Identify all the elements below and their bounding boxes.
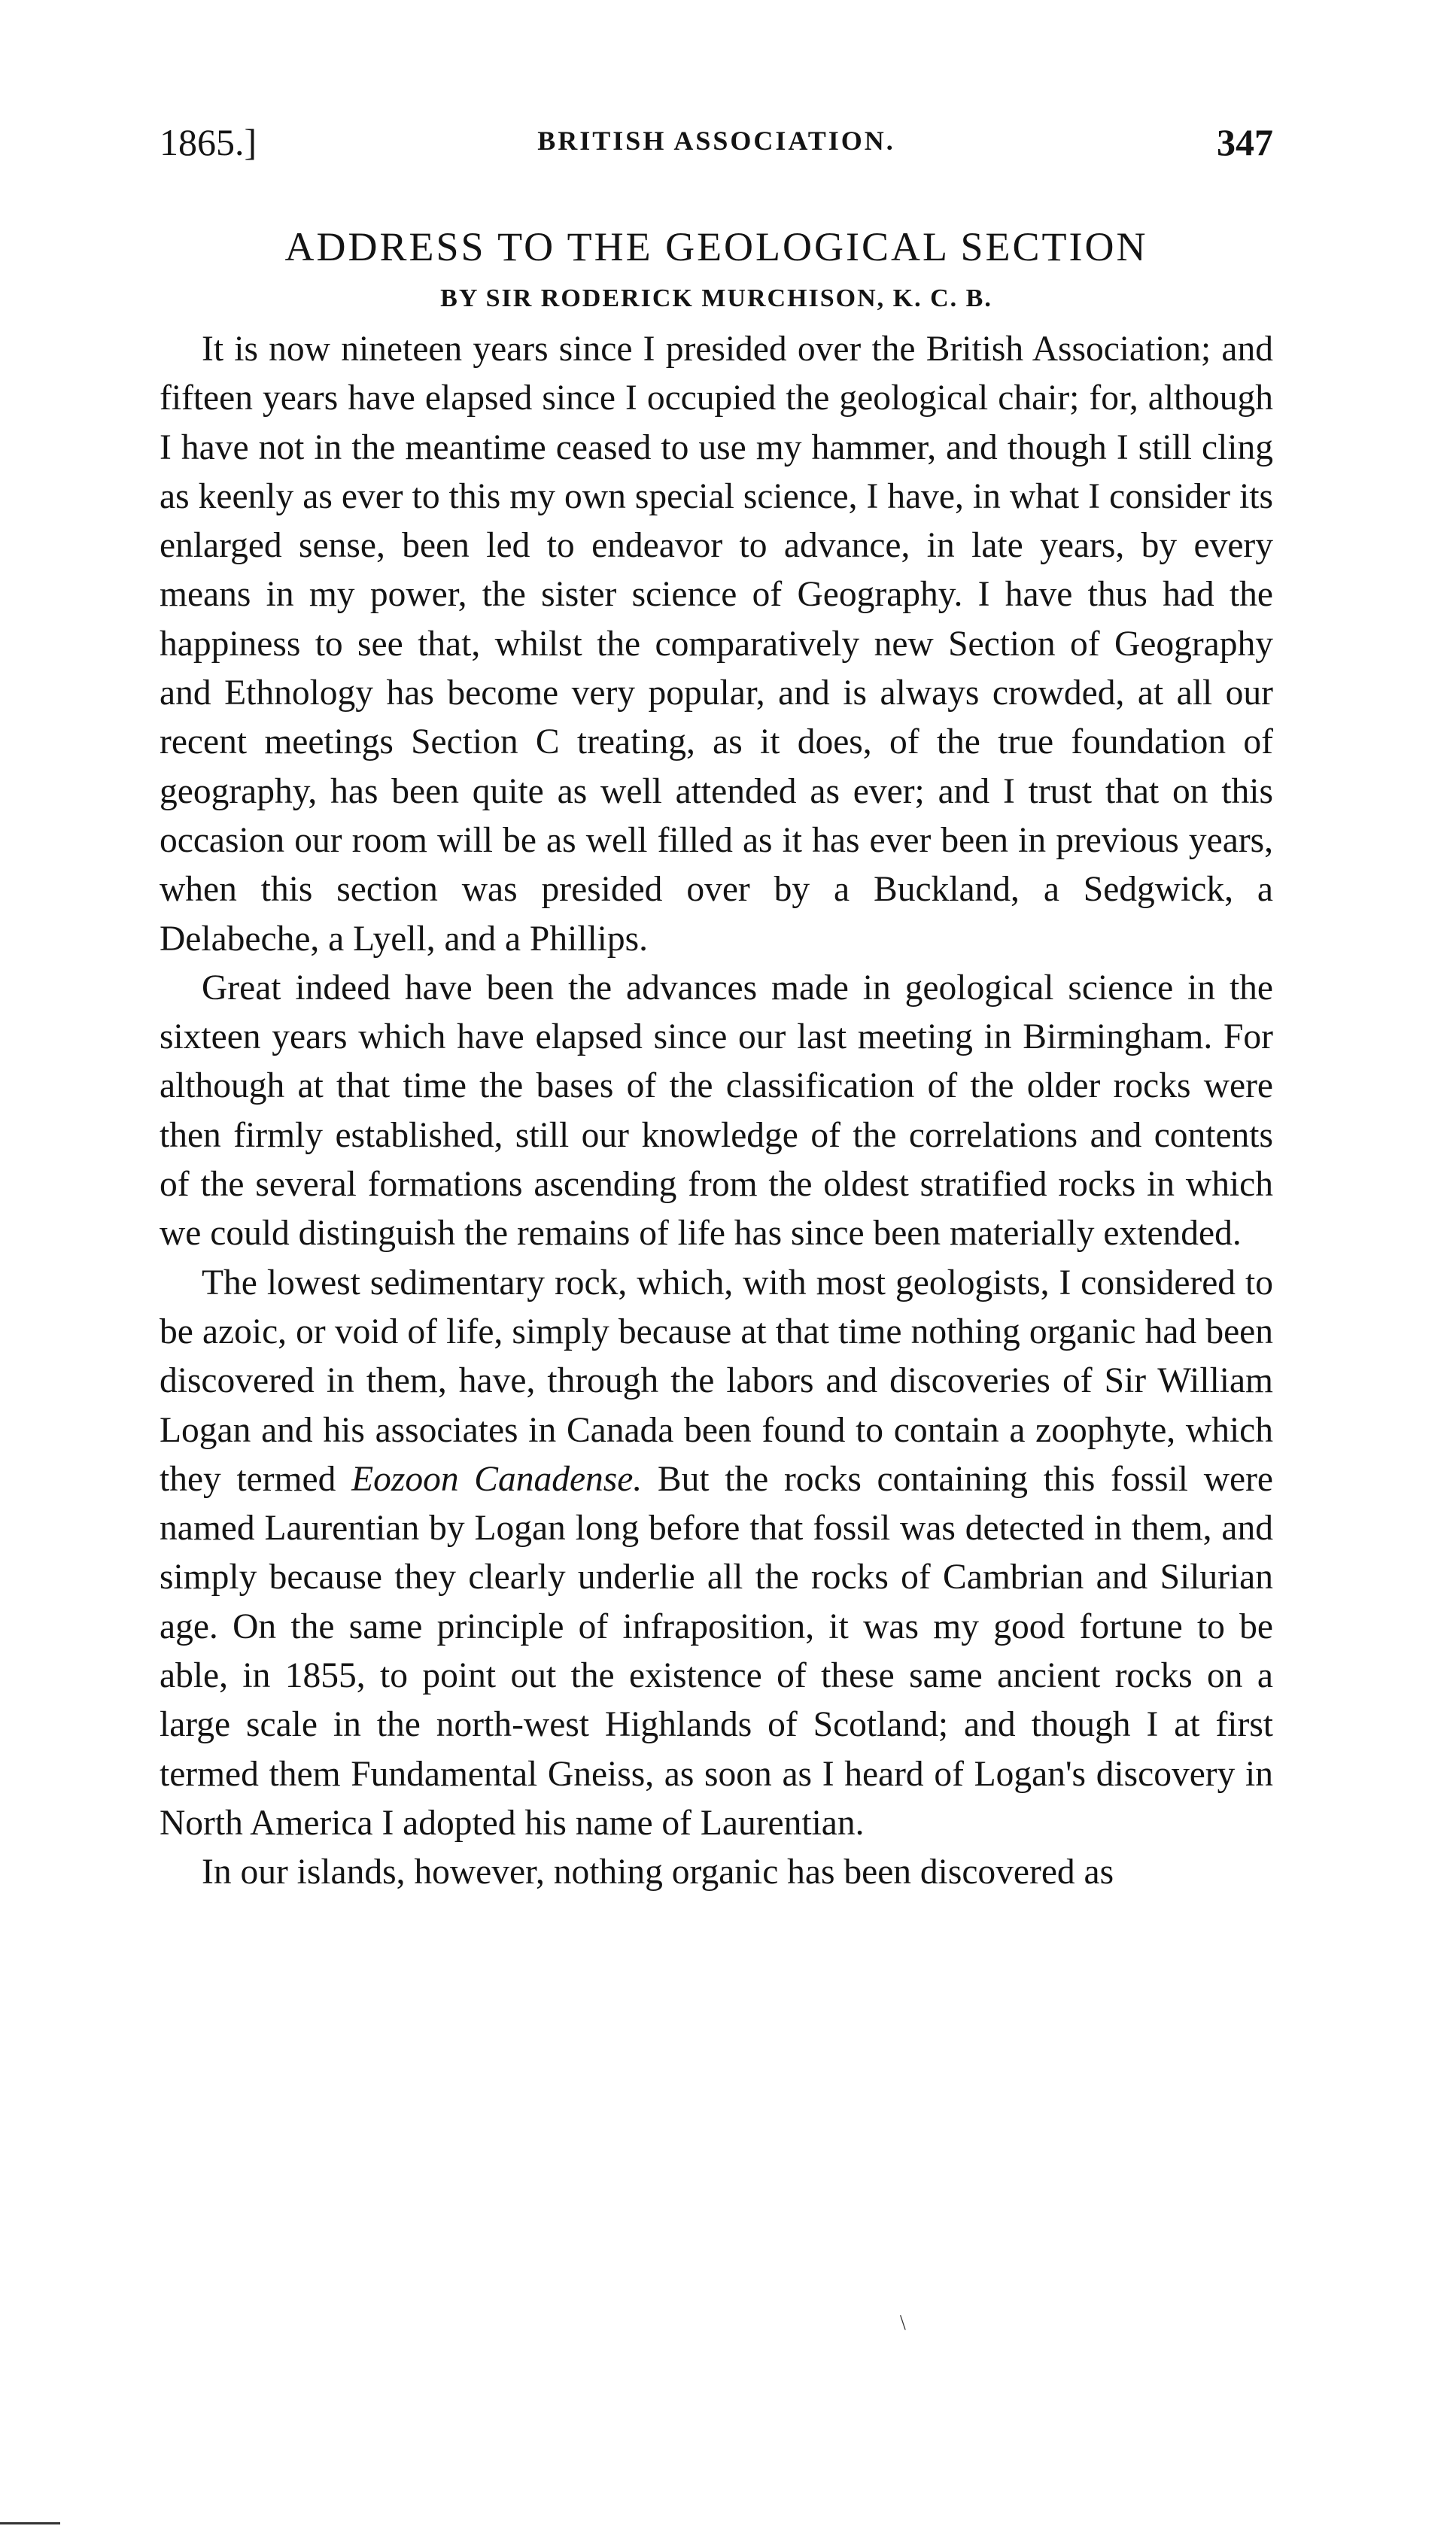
bottom-edge-rule [0,2522,60,2524]
paragraph-4: In our islands, however, nothing organic has been discovered as [202,1853,1114,1892]
paragraph-3 [160,1259,1273,1849]
running-head [160,120,1273,181]
article-byline: BY SIR RODERICK MURCHISON, K. C. B. [440,284,992,312]
article-title: ADDRESS TO THE GEOLOGICAL SECTION [284,224,1148,269]
article-body [160,325,1273,1898]
stray-print-mark: \ [900,2312,906,2335]
header-date: 1865.] [160,121,257,163]
paragraph-1: It is now nineteen years since I presided over the British Association; and fifteen years have elapsed since I occupied the geological chair; for, although I have not in the meantime ceased to use my hammer, and though I still cling as keenly as ever to this my own special science, I have, in what I consider its enlarged sense, been led to endeavor to advance, in late years, by every means in my power, the sister science of Geography. I have thus had the happiness to see that, whilst the comparatively new Section of Geography and Ethnology has become very popular, and is always crowded, at all our recent meetings Section C treating, as it does, of the true foundation of geography, has been quite as well attended as ever; and I trust that on this occasion our room will be as well filled as it has ever been in previous years, when this section was presided over by a Buckland, a Sedgwick, a Delabeche, a Lyell, and a Phillips. [160,330,1273,959]
paragraph-3-text-before: The lowest sedimentary rock, which, with most geologists, I considered to be azoic, or void of life, simply because at that time nothing organic had been discovered in them, have, through the labors and discoveries of Sir William Logan and his associates in Canada been found to contain a zoophyte, which they termed [160,1263,1273,1499]
paragraph-3-text-after: But the rocks containing this fossil were named Laurentian by Logan long before that fossil was detected in them, and simply because they clearly underlie all the rocks of Cambrian and Silurian age. On the same principle of infraposition, it was my good fortune to be able, in 1855, to point out the existence of these same ancient rocks on a large scale in the north-west Highlands of Scotland; and though I at first termed them Fundamental Gneiss, as soon as I heard of Logan's discovery in North America I adopted his name of Laurentian. [160,1459,1273,1843]
species-name-italic: Eozoon Canadense. [351,1459,643,1499]
page-number: 347 [1217,121,1273,163]
paragraph-2: Great indeed have been the advances made in geological science in the sixteen years which have elapsed since our last meeting in Birmingham. For although at that time the bases of the classification of the older rocks were then firmly established, still our knowledge of the correlations and contents of the several formations ascending from the oldest stratified rocks in which we could distinguish the remains of life has since been materially extended. [160,968,1273,1254]
header-journal-title: BRITISH ASSOCIATION. [537,126,895,156]
book-page [160,120,1273,1898]
